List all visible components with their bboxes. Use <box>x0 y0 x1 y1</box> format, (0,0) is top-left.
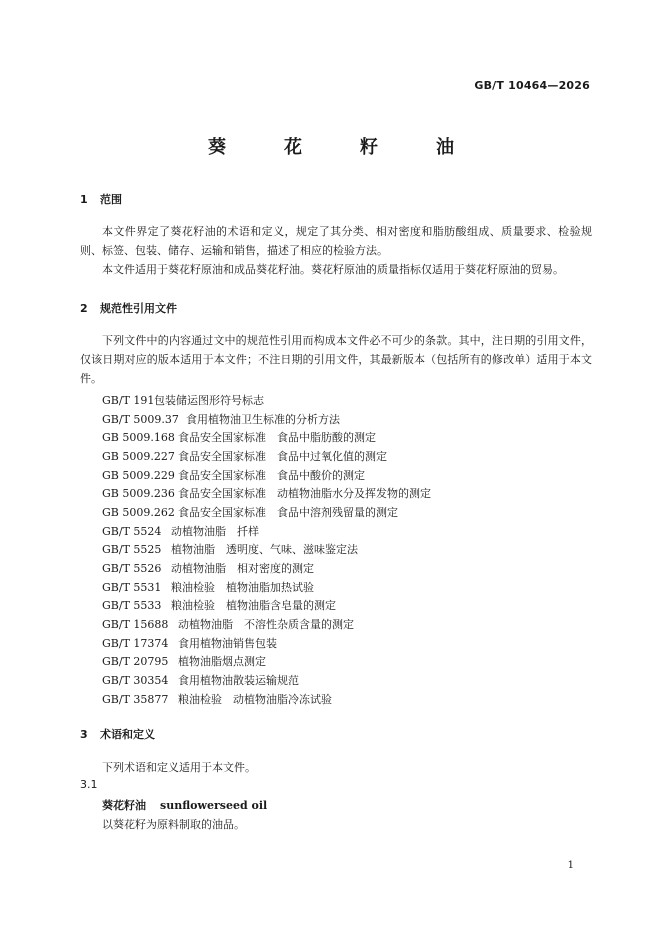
term-chinese: 葵花籽油 <box>102 799 146 812</box>
reference-code: GB/T 5009.37 <box>102 412 179 426</box>
reference-code: GB/T 5524 <box>102 524 162 538</box>
reference-title: 食品安全国家标准 动植物油脂水分及挥发物的测定 <box>178 487 431 501</box>
reference-item <box>102 411 431 430</box>
reference-item <box>102 485 431 504</box>
reference-title: 包装储运图形符号标志 <box>154 394 264 407</box>
section-heading-normative-references <box>80 300 177 316</box>
reference-title: 粮油检验 植物油脂含皂量的测定 <box>171 599 336 613</box>
references-intro: 下列文件中的内容通过文中的规范性引用而构成本文件必不可少的条款。其中，注日期的引用文件，仅该日期对应的版本适用于本文件；不注日期的引用文件，其最新版本（包括所有的修改单）适用于本文件。 <box>80 334 592 385</box>
reference-item <box>102 691 431 710</box>
reference-title: 植物油脂烟点测定 <box>178 655 266 669</box>
terms-intro: 下列术语和定义适用于本文件。 <box>102 761 256 774</box>
reference-title: 食品安全国家标准 食品中溶剂残留量的测定 <box>178 505 398 519</box>
reference-title: 粮油检验 动植物油脂冷冻试验 <box>178 692 332 706</box>
reference-item <box>102 597 431 616</box>
reference-title: 食品安全国家标准 食品中脂肪酸的测定 <box>178 431 376 445</box>
reference-title: 动植物油脂 扦样 <box>171 524 259 538</box>
reference-title: 动植物油脂 相对密度的测定 <box>171 561 314 575</box>
page-number: 1 <box>567 860 574 871</box>
reference-item <box>102 467 431 486</box>
reference-code: GB/T 17374 <box>102 636 169 650</box>
section-title: 术语和定义 <box>100 728 155 741</box>
reference-title: 动植物油脂 不溶性杂质含量的测定 <box>178 617 354 631</box>
section-title: 范围 <box>100 193 122 206</box>
reference-title: 食品安全国家标准 食品中酸价的测定 <box>178 468 365 482</box>
reference-item <box>102 429 431 448</box>
reference-code: GB 5009.262 <box>102 505 175 519</box>
reference-code: GB 5009.229 <box>102 468 175 482</box>
reference-item <box>102 616 431 635</box>
section-title: 规范性引用文件 <box>100 302 177 315</box>
reference-code: GB/T 35877 <box>102 692 169 706</box>
term-entry <box>102 797 267 813</box>
term-english: sunflowerseed oil <box>160 799 268 812</box>
reference-item <box>102 541 431 560</box>
section-heading-terms <box>80 726 155 742</box>
section-number: 3 <box>80 728 88 741</box>
section-number: 2 <box>80 302 88 315</box>
reference-code: GB/T 191 <box>102 394 155 407</box>
reference-title: 食用植物油销售包装 <box>178 636 277 650</box>
reference-code: GB/T 30354 <box>102 673 169 687</box>
reference-code: GB/T 5525 <box>102 543 162 557</box>
reference-code: GB/T 15688 <box>102 617 169 631</box>
reference-title: 植物油脂 透明度、气味、滋味鉴定法 <box>171 543 358 557</box>
term-number: 3.1 <box>80 778 98 791</box>
term-definition: 以葵花籽为原料制取的油品。 <box>102 818 245 831</box>
reference-title: 粮油检验 植物油脂加热试验 <box>171 580 314 594</box>
standard-number: GB/T 10464—2026 <box>474 79 590 92</box>
reference-list <box>102 392 431 709</box>
section-number: 1 <box>80 193 88 206</box>
reference-code: GB/T 5531 <box>102 580 162 594</box>
document-title: 葵 花 籽 油 <box>208 137 474 158</box>
reference-code: GB/T 20795 <box>102 655 169 669</box>
reference-item <box>102 560 431 579</box>
reference-code: GB/T 5533 <box>102 599 162 613</box>
scope-paragraph-1: 本文件界定了葵花籽油的术语和定义，规定了其分类、相对密度和脂肪酸组成、质量要求、检验规则、标签、包装、储存、运输和销售，描述了相应的检验方法。 <box>80 225 592 257</box>
section-heading-scope <box>80 191 122 207</box>
reference-item <box>102 392 431 411</box>
reference-item <box>102 523 431 542</box>
reference-item <box>102 635 431 654</box>
reference-title: 食品安全国家标准 食品中过氧化值的测定 <box>178 449 387 463</box>
reference-code: GB/T 5526 <box>102 561 162 575</box>
reference-title: 食用植物油卫生标准的分析方法 <box>186 412 340 426</box>
reference-title: 食用植物油散装运输规范 <box>178 673 299 687</box>
reference-item <box>102 672 431 691</box>
reference-item <box>102 504 431 523</box>
reference-item <box>102 653 431 672</box>
reference-code: GB 5009.227 <box>102 449 175 463</box>
reference-code: GB 5009.168 <box>102 431 175 445</box>
reference-item <box>102 579 431 598</box>
reference-code: GB 5009.236 <box>102 487 175 501</box>
reference-item <box>102 448 431 467</box>
scope-paragraph-2: 本文件适用于葵花籽原油和成品葵花籽油。葵花籽原油的质量指标仅适用于葵花籽原油的贸易。 <box>102 263 564 276</box>
